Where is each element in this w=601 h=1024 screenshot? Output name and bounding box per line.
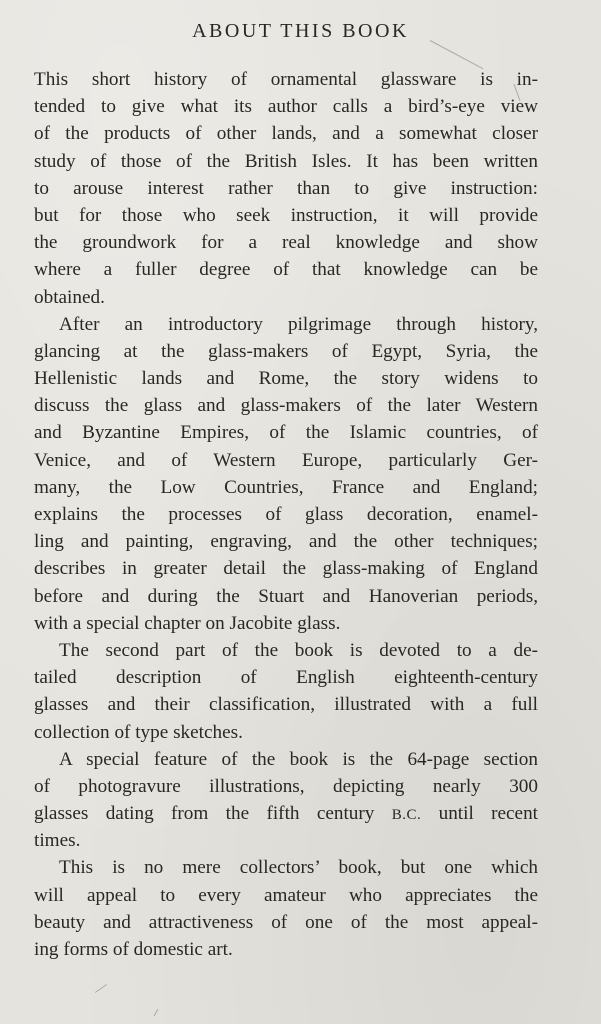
text-line: study of those of the British Isles. It has been written — [34, 150, 538, 172]
text-line: glancing at the glass-makers of Egypt, Syria, the — [34, 340, 538, 362]
text-line: to arouse interest rather than to give instruction: — [34, 177, 538, 199]
text-line: of the products of other lands, and a somewhat closer — [34, 123, 538, 145]
paragraph — [34, 637, 538, 746]
paragraph — [34, 66, 538, 311]
text-line: Venice, and of Western Europe, particularly Ger- — [34, 449, 538, 471]
text-line: Hellenistic lands and Rome, the story widens to — [34, 368, 538, 390]
text-line: tailed description of English eighteenth-century — [34, 667, 538, 689]
text-line: discuss the glass and glass-makers of the later Western — [34, 395, 538, 417]
description-text — [34, 66, 538, 963]
text-line: tended to give what its author calls a bird’s-eye view — [34, 96, 538, 118]
pencil-mark — [430, 40, 483, 69]
text-line: beauty and attractiveness of one of the most appeal- — [34, 911, 538, 933]
text-line: ling and painting, engraving, and the other techniques; — [34, 531, 538, 553]
text-line: and Byzantine Empires, of the Islamic countries, of — [34, 422, 538, 444]
text-line: where a fuller degree of that knowledge can be — [34, 259, 538, 281]
paragraph — [34, 746, 538, 855]
pencil-mark — [154, 1009, 159, 1016]
text-line: This is no mere collectors’ book, but one which — [59, 857, 538, 879]
text-fragment: until recent — [438, 803, 539, 825]
text-line: the groundwork for a real knowledge and show — [34, 232, 538, 254]
text-line: of photogravure illustrations, depicting nearly 300 — [34, 775, 538, 797]
page-title: ABOUT THIS BOOK — [192, 20, 409, 42]
paragraph — [34, 854, 538, 963]
text-line: A special feature of the book is the 64-page section — [59, 748, 538, 770]
text-line: explains the processes of glass decoration, enamel- — [34, 504, 538, 525]
text-line: This short history of ornamental glassware is in- — [34, 69, 538, 90]
text-line: times. — [34, 830, 81, 852]
paragraph — [34, 311, 538, 637]
text-line: The second part of the book is devoted to a de- — [59, 639, 538, 661]
text-line: glasses and their classification, illustrated with a full — [34, 694, 538, 716]
text-line: many, the Low Countries, France and England; — [34, 476, 538, 498]
text-line: with a special chapter on Jacobite glass. — [34, 612, 341, 634]
text-line: obtained. — [34, 286, 105, 308]
text-fragment: glasses dating from the fifth century — [34, 803, 375, 825]
text-line: After an introductory pilgrimage through history, — [59, 313, 538, 335]
era-abbreviation: B.C. — [391, 807, 422, 824]
text-line: but for those who seek instruction, it will provide — [34, 204, 538, 226]
text-line — [34, 800, 538, 827]
text-line: describes in greater detail the glass-making of England — [34, 558, 538, 580]
text-line: ing forms of domestic art. — [34, 939, 233, 960]
pencil-mark — [95, 984, 107, 993]
text-line: before and during the Stuart and Hanoverian periods, — [34, 585, 538, 607]
text-line: collection of type sketches. — [34, 721, 243, 743]
text-line: will appeal to every amateur who appreciates the — [34, 884, 538, 906]
